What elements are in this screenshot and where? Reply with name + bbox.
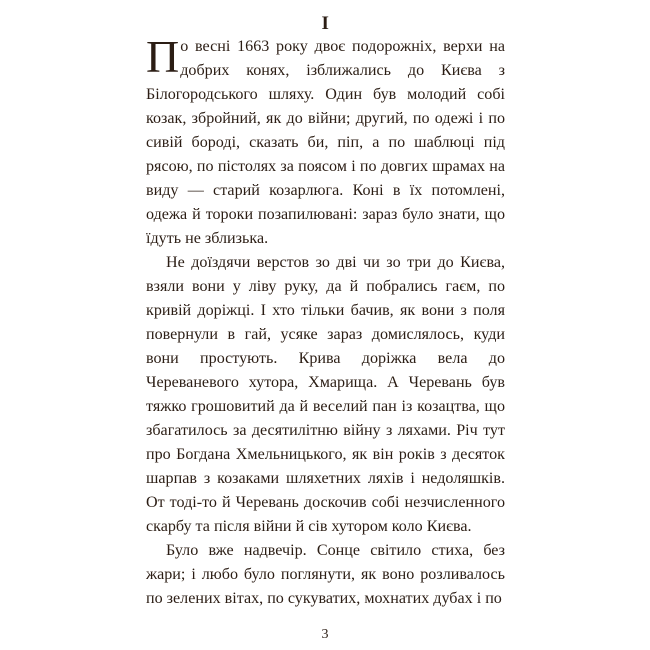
- paragraph-1: [146, 31, 505, 251]
- paragraph-3-text: Було вже надвечір. Сонце світило стиха, без жари; і любо було поглянути, як воно розливалось по зелених вітах, по сукуватих, мохнатих дубах і по: [146, 542, 505, 607]
- drop-cap-letter: П: [146, 31, 180, 82]
- text-column: [146, 0, 505, 611]
- page-number: 3: [321, 627, 329, 642]
- paragraph-2: [146, 251, 505, 539]
- chapter-heading: I: [321, 13, 330, 34]
- body-text: [146, 31, 505, 611]
- paragraph-1-text: о весні 1663 року двоє подорожніх, верхи на добрих конях, ізближались до Києва з Білогородського шляху. Один був молодий собі козак, збройний, як до війни; другий, по одежі і по сивій бороді, сказать би, піп, а по шаблюці під рясою, по пістолях за поясом і по довгих шрамах на виду — старий козарлюга. Коні в їх потомлені, одежа й тороки позапилювані: зараз було знати, що їдуть не зблизька.: [146, 38, 505, 247]
- paragraph-2-text: Не доїздячи верстов зо дві чи зо три до Києва, взяли вони у ліву руку, да й побрались гаєм, по кривій доріжці. І хто тільки бачив, як вони з поля повернули в гай, усяке зараз домислялось, куди вони простують. Крива доріжка вела до Череваневого хутора, Хмарища. А Черевань був тяжко грошовитий да й веселий пан із козацтва, що збагатилось за десятилітню війну з ляхами. Річ тут про Богдана Хмельницького, як він років з десяток шарпав з козаками шляхетних ляхів і недоляшків. От тоді-то й Черевань доскочив собі незчисленного скарбу та після війни й сів хутором коло Києва.: [146, 254, 505, 535]
- paragraph-3: [146, 539, 505, 611]
